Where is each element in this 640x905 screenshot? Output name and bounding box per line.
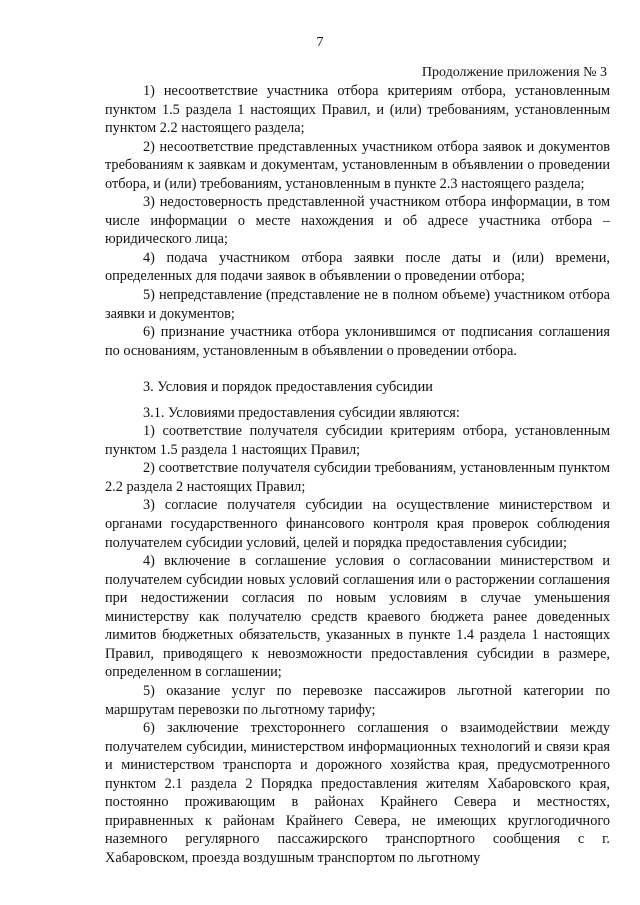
condition-item-3: 3) согласие получателя субсидии на осуществление министерством и органами государственного финансового контроля края проверок соблюдения получателем субсидии условий, целей и порядка предоставления субсидии; bbox=[105, 497, 610, 551]
rejection-item-4: 4) подача участником отбора заявки после даты и (или) времени, определенных для подачи заявок в объявлении о проведении отбора; bbox=[105, 249, 610, 285]
condition-item-1: 1) соответствие получателя субсидии критериям отбора, установленным пунктом 1.5 раздела 1 настоящих Правил; bbox=[105, 423, 610, 458]
section-heading: 3. Условия и порядок предоставления субсидии bbox=[143, 379, 433, 396]
continuation-note: Продолжение приложения № 3 bbox=[421, 65, 607, 80]
condition-item-4: 4) включение в соглашение условия о согласовании министерством и получателем субсидии новых условий соглашения или о расторжении соглашения при недостижении согласия по новым условиям в случае уменьшения министерству как получателю средств краевого бюджета ранее доведенных лимитов бюджетных обязательств, указанных в пункте 1.4 раздела 1 настоящих Правил, приводящего к невозможности предоставления субсидии в размере, определенном в соглашении; bbox=[105, 553, 610, 681]
rejection-item-1: 1) несоответствие участника отбора критериям отбора, установленным пунктом 1.5 раздела 1 настоящих Правил, и (или) требованиям, установленным пунктом 2.2 настоящего раздела; bbox=[105, 83, 610, 137]
condition-item-6: 6) заключение трехстороннего соглашения о взаимодействии между получателем субсидии, министерством информационных технологий и связи края и министерством транспорта и дорожного хозяйства края, предусмотренного пунктом 2.1 раздела 2 Порядка предоставления жителям Хабаровского края, постоянно проживающим в районах Крайнего Севера и местностях, приравненных к районам Крайнего Севера, не имеющих круглогодичного наземного регулярного пассажирского транспортного сообщения с г. Хабаровском, проезда воздушным транспортом по льготному bbox=[105, 720, 610, 866]
rejection-item-2: 2) несоответствие представленных участником отбора заявок и документов требованиям к заявкам и документам, установленным в объявлении о проведении отбора, и (или) требованиям, установленным в пункте 2.3 настоящего раздела; bbox=[105, 138, 610, 192]
section-intro: 3.1. Условиями предоставления субсидии являются: bbox=[143, 404, 460, 421]
rejection-item-6: 6) признание участника отбора уклонившимся от подписания соглашения по основаниям, установленным в объявлении о проведении отбора. bbox=[105, 324, 610, 359]
rejection-item-5: 5) непредставление (представление не в полном объеме) участником отбора заявки и документов; bbox=[105, 287, 610, 322]
rejection-item-3: 3) недостоверность представленной участником отбора информации, в том числе информации о месте нахождения и об адресе участника отбора – юридического лица; bbox=[105, 194, 610, 248]
condition-item-2: 2) соответствие получателя субсидии требованиям, установленным пунктом 2.2 раздела 2 настоящих Правил; bbox=[105, 460, 610, 495]
page-number: 7 bbox=[316, 35, 324, 50]
condition-item-5: 5) оказание услуг по перевозке пассажиров льготной категории по маршрутам перевозки по льготному тарифу; bbox=[105, 682, 610, 718]
document-body bbox=[105, 82, 610, 867]
